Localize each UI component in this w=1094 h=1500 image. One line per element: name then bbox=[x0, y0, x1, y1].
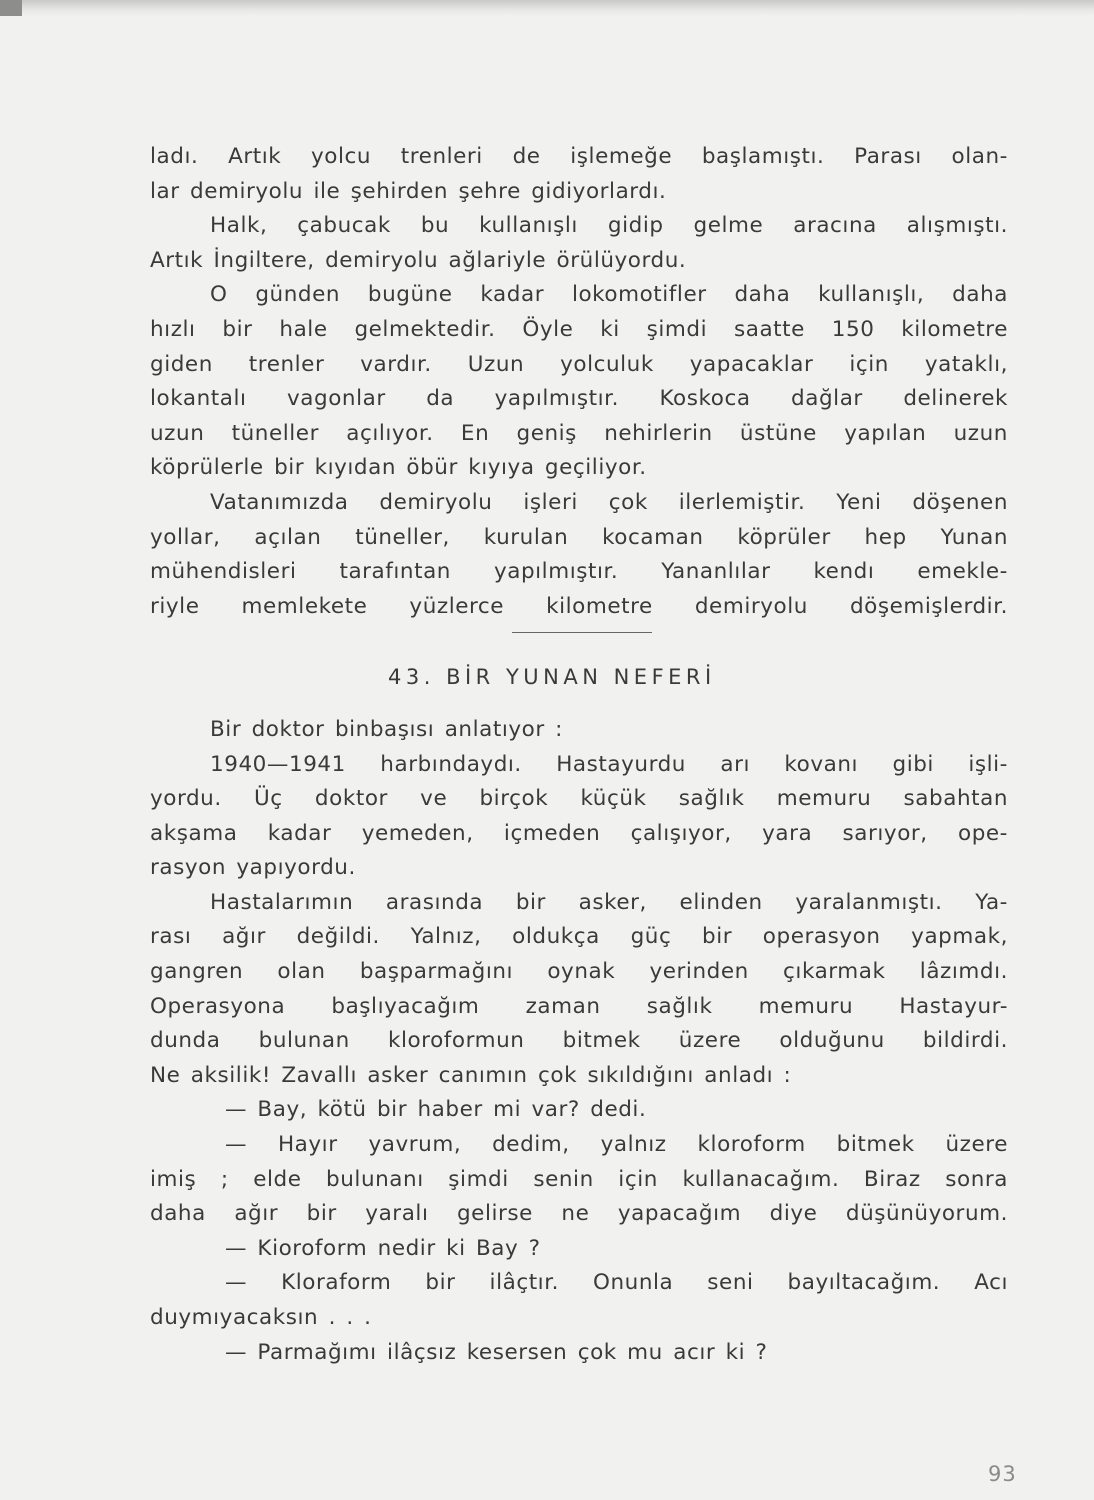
text-line: riyle memlekete yüzlerce kilometre demiryolu döşemişlerdir. bbox=[150, 593, 1008, 619]
text-line: ladı. Artık yolcu trenleri de işlemeğe başlamıştı. Parası olan- bbox=[150, 144, 1008, 169]
text-line: Artık İngiltere, demiryolu ağlariyle örülüyordu. bbox=[150, 247, 687, 273]
text-line: Halk, çabucak bu kullanışlı gidip gelme aracına alışmıştı. bbox=[210, 213, 1008, 239]
demiryolu-section bbox=[150, 140, 1008, 624]
text-line: yollar, açılan tüneller, kurulan kocaman köprüler hep Yunan bbox=[150, 524, 1008, 550]
dialogue-line: — Hayır yavrum, dedim, yalnız kloroform bitmek üzere bbox=[225, 1132, 1008, 1158]
text-line: Bir doktor binbaşısı anlatıyor : bbox=[210, 716, 563, 742]
text-line: lar demiryolu ile şehirden şehre gidiyorlardı. bbox=[150, 178, 667, 204]
text-line: Hastalarımın arasında bir asker, elinden yaralanmıştı. Ya- bbox=[210, 889, 1008, 915]
dialogue-line: — Kloraform bir ilâçtır. Onunla seni bayıltacağım. Acı bbox=[225, 1270, 1008, 1296]
text-line: daha ağır bir yaralı gelirse ne yapacağım diye düşünüyorum. bbox=[150, 1201, 1008, 1227]
text-line: rası ağır değildi. Yalnız, oldukça güç bir operasyon yapmak, bbox=[150, 924, 1008, 950]
scan-corner-mark bbox=[0, 0, 22, 16]
text-line: Operasyona başlıyacağım zaman sağlık memuru Hastayur- bbox=[150, 993, 1008, 1019]
story-section bbox=[150, 713, 1008, 1370]
text-line: imiş ; elde bulunanı şimdi senin için kullanacağım. Biraz sonra bbox=[150, 1166, 1008, 1192]
text-line: Ne aksilik! Zavallı asker canımın çok sıkıldığını anladı : bbox=[150, 1062, 792, 1088]
page-number: 93 bbox=[988, 1462, 1017, 1486]
dialogue-line: — Kioroform nedir ki Bay ? bbox=[225, 1235, 541, 1261]
text-line: hızlı bir hale gelmektedir. Öyle ki şimdi saatte 150 kilometre bbox=[150, 316, 1008, 342]
text-line: rasyon yapıyordu. bbox=[150, 855, 356, 881]
book-page bbox=[150, 140, 1008, 1370]
section-heading: 43. BİR YUNAN NEFERİ bbox=[388, 665, 716, 690]
text-line: giden trenler vardır. Uzun yolculuk yapacaklar için yataklı, bbox=[150, 351, 1008, 377]
text-line: köprülerle bir kıyıdan öbür kıyıya geçiliyor. bbox=[150, 455, 647, 481]
text-line: mühendisleri tarafıntan yapılmıştır. Yananlılar kendı emekle- bbox=[150, 559, 1008, 585]
text-line: 1940—1941 harbındaydı. Hastayurdu arı kovanı gibi işli- bbox=[210, 751, 1008, 777]
text-line: yordu. Üç doktor ve birçok küçük sağlık memuru sabahtan bbox=[150, 786, 1008, 812]
section-divider bbox=[512, 632, 652, 633]
text-line: dunda bulunan kloroformun bitmek üzere olduğunu bildirdi. bbox=[150, 1028, 1008, 1054]
text-line: lokantalı vagonlar da yapılmıştır. Koskoca dağlar delinerek bbox=[150, 386, 1008, 412]
text-line: akşama kadar yemeden, içmeden çalışıyor, yara sarıyor, ope- bbox=[150, 820, 1008, 846]
scan-top-edge bbox=[0, 0, 1094, 16]
dialogue-line: — Parmağımı ilâçsız kesersen çok mu acır ki ? bbox=[225, 1339, 768, 1365]
text-line: uzun tüneller açılıyor. En geniş nehirlerin üstüne yapılan uzun bbox=[150, 420, 1008, 446]
text-line: Vatanımızda demiryolu işleri çok ilerlemiştir. Yeni döşenen bbox=[210, 489, 1008, 515]
text-line: duymıyacaksın . . . bbox=[150, 1305, 372, 1330]
dialogue-line: — Bay, kötü bir haber mi var? dedi. bbox=[225, 1097, 647, 1123]
text-line: O günden bugüne kadar lokomotifler daha kullanışlı, daha bbox=[210, 282, 1008, 308]
text-line: gangren olan başparmağını oynak yerinden çıkarmak lâzımdı. bbox=[150, 959, 1008, 985]
